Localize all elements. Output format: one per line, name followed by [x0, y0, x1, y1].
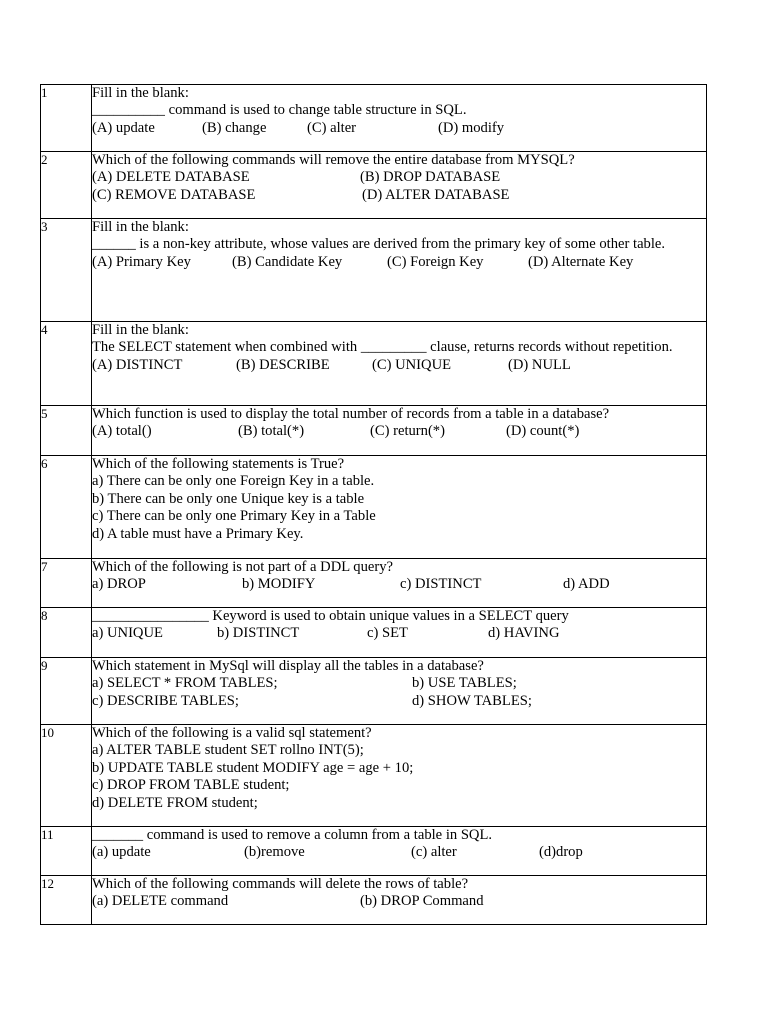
option-row: [92, 423, 706, 440]
option-d: d) DELETE FROM student;: [92, 794, 258, 811]
question-number: 2: [41, 152, 92, 219]
option-c: (c) alter: [411, 844, 457, 861]
option-b: b) DISTINCT: [217, 625, 300, 642]
question-row: [41, 608, 707, 658]
question-text: __________ command is used to change table structure in SQL.: [92, 102, 467, 119]
question-row: [41, 85, 707, 152]
option-c: (C) UNIQUE: [372, 356, 452, 373]
option-a: (A) DISTINCT: [92, 356, 183, 373]
option-row: [92, 254, 706, 271]
question-body: [92, 322, 707, 406]
option-row: [92, 187, 706, 204]
question-row: [41, 827, 707, 876]
question-body: [92, 85, 707, 152]
option-b: (B) Candidate Key: [232, 253, 343, 270]
question-text: Which of the following statements is True?: [92, 456, 345, 472]
option-a: (a) DELETE command: [92, 893, 229, 910]
option-row: [92, 625, 706, 642]
option-b: b) MODIFY: [242, 576, 316, 593]
option-d: (d)drop: [539, 844, 583, 861]
option-row: [92, 120, 706, 137]
question-body: [92, 152, 707, 219]
option-row: [92, 693, 706, 710]
option-a: (A) total(): [92, 423, 152, 440]
option-d: d) A table must have a Primary Key.: [92, 525, 304, 542]
question-text: ______ is a non-key attribute, whose values are derived from the primary key of some other table.: [92, 236, 666, 253]
question-row: [41, 152, 707, 219]
option-b: (B) total(*): [238, 423, 305, 440]
question-number: 1: [41, 85, 92, 152]
question-text: Which of the following is a valid sql statement?: [92, 725, 372, 741]
question-text: Which of the following is not part of a DDL query?: [92, 559, 393, 575]
question-number: 5: [41, 406, 92, 456]
option-b: b) There can be only one Unique key is a table: [92, 490, 365, 507]
option-b: (B) DESCRIBE: [236, 356, 330, 373]
question-text: Fill in the blank:: [92, 85, 189, 101]
option-d: (D) count(*): [506, 423, 580, 440]
question-number: 6: [41, 456, 92, 559]
option-a: (A) update: [92, 119, 155, 136]
question-body: [92, 725, 707, 827]
question-body: [92, 456, 707, 559]
option-c: (C) Foreign Key: [387, 253, 484, 270]
question-body: [92, 608, 707, 658]
question-number: 8: [41, 608, 92, 658]
question-row: [41, 219, 707, 322]
option-d: d) ADD: [563, 576, 610, 593]
question-number: 7: [41, 559, 92, 608]
option-c: c) SET: [367, 625, 408, 642]
option-c: (C) alter: [307, 119, 357, 136]
option-c: c) There can be only one Primary Key in a Table: [92, 508, 376, 525]
option-a: a) UNIQUE: [92, 625, 163, 642]
option-b: b) UPDATE TABLE student MODIFY age = age + 10;: [92, 759, 414, 776]
question-body: [92, 876, 707, 925]
question-row: [41, 322, 707, 406]
option-b: (B) change: [202, 119, 267, 136]
question-number: 3: [41, 219, 92, 322]
question-text: _______ command is used to remove a column from a table in SQL.: [92, 827, 493, 843]
question-body: [92, 658, 707, 725]
option-c: c) DESCRIBE TABLES;: [92, 692, 239, 709]
question-text: The SELECT statement when combined with _________ clause, returns records without repetition.: [92, 339, 673, 356]
option-a: a) There can be only one Foreign Key in a table.: [92, 473, 375, 490]
question-text: Fill in the blank:: [92, 219, 189, 235]
option-row: [92, 893, 706, 910]
option-row: [92, 169, 706, 186]
question-body: [92, 559, 707, 608]
question-text: Fill in the blank:: [92, 322, 189, 338]
question-body: [92, 406, 707, 456]
question-table: [40, 84, 707, 925]
question-row: [41, 406, 707, 456]
question-number: 10: [41, 725, 92, 827]
option-d: (D) modify: [438, 119, 505, 136]
question-text: Which function is used to display the total number of records from a table in a database?: [92, 406, 610, 422]
option-b: b) USE TABLES;: [412, 675, 517, 692]
question-text: ________________ Keyword is used to obtain unique values in a SELECT query: [92, 608, 569, 624]
question-text: Which of the following commands will remove the entire database from MYSQL?: [92, 152, 575, 168]
question-text: Which of the following commands will delete the rows of table?: [92, 876, 469, 892]
option-c: c) DISTINCT: [400, 576, 482, 593]
option-a: (a) update: [92, 844, 151, 861]
option-d: d) HAVING: [488, 625, 560, 642]
option-d: (D) ALTER DATABASE: [362, 186, 510, 203]
option-row: [92, 576, 706, 593]
question-row: [41, 725, 707, 827]
question-sheet: [40, 84, 707, 925]
option-b: (b) DROP Command: [360, 893, 484, 910]
question-row: [41, 658, 707, 725]
question-number: 9: [41, 658, 92, 725]
question-text: Which statement in MySql will display all the tables in a database?: [92, 658, 484, 674]
option-d: (D) Alternate Key: [528, 253, 634, 270]
option-c: (C) REMOVE DATABASE: [92, 186, 256, 203]
option-row: [92, 675, 706, 692]
option-c: c) DROP FROM TABLE student;: [92, 777, 290, 794]
question-number: 12: [41, 876, 92, 925]
option-a: (A) DELETE DATABASE: [92, 169, 250, 186]
question-number: 4: [41, 322, 92, 406]
question-body: [92, 219, 707, 322]
option-a: a) ALTER TABLE student SET rollno INT(5);: [92, 742, 364, 759]
option-c: (C) return(*): [370, 423, 445, 440]
option-row: [92, 844, 706, 861]
option-row: [92, 357, 706, 374]
option-b: (b)remove: [244, 844, 305, 861]
option-a: a) DROP: [92, 576, 146, 593]
question-row: [41, 559, 707, 608]
option-a: (A) Primary Key: [92, 253, 191, 270]
option-d: (D) NULL: [508, 356, 571, 373]
option-d: d) SHOW TABLES;: [412, 692, 532, 709]
question-body: [92, 827, 707, 876]
option-b: (B) DROP DATABASE: [360, 169, 501, 186]
question-row: [41, 876, 707, 925]
question-number: 11: [41, 827, 92, 876]
question-row: [41, 456, 707, 559]
option-a: a) SELECT * FROM TABLES;: [92, 675, 278, 692]
